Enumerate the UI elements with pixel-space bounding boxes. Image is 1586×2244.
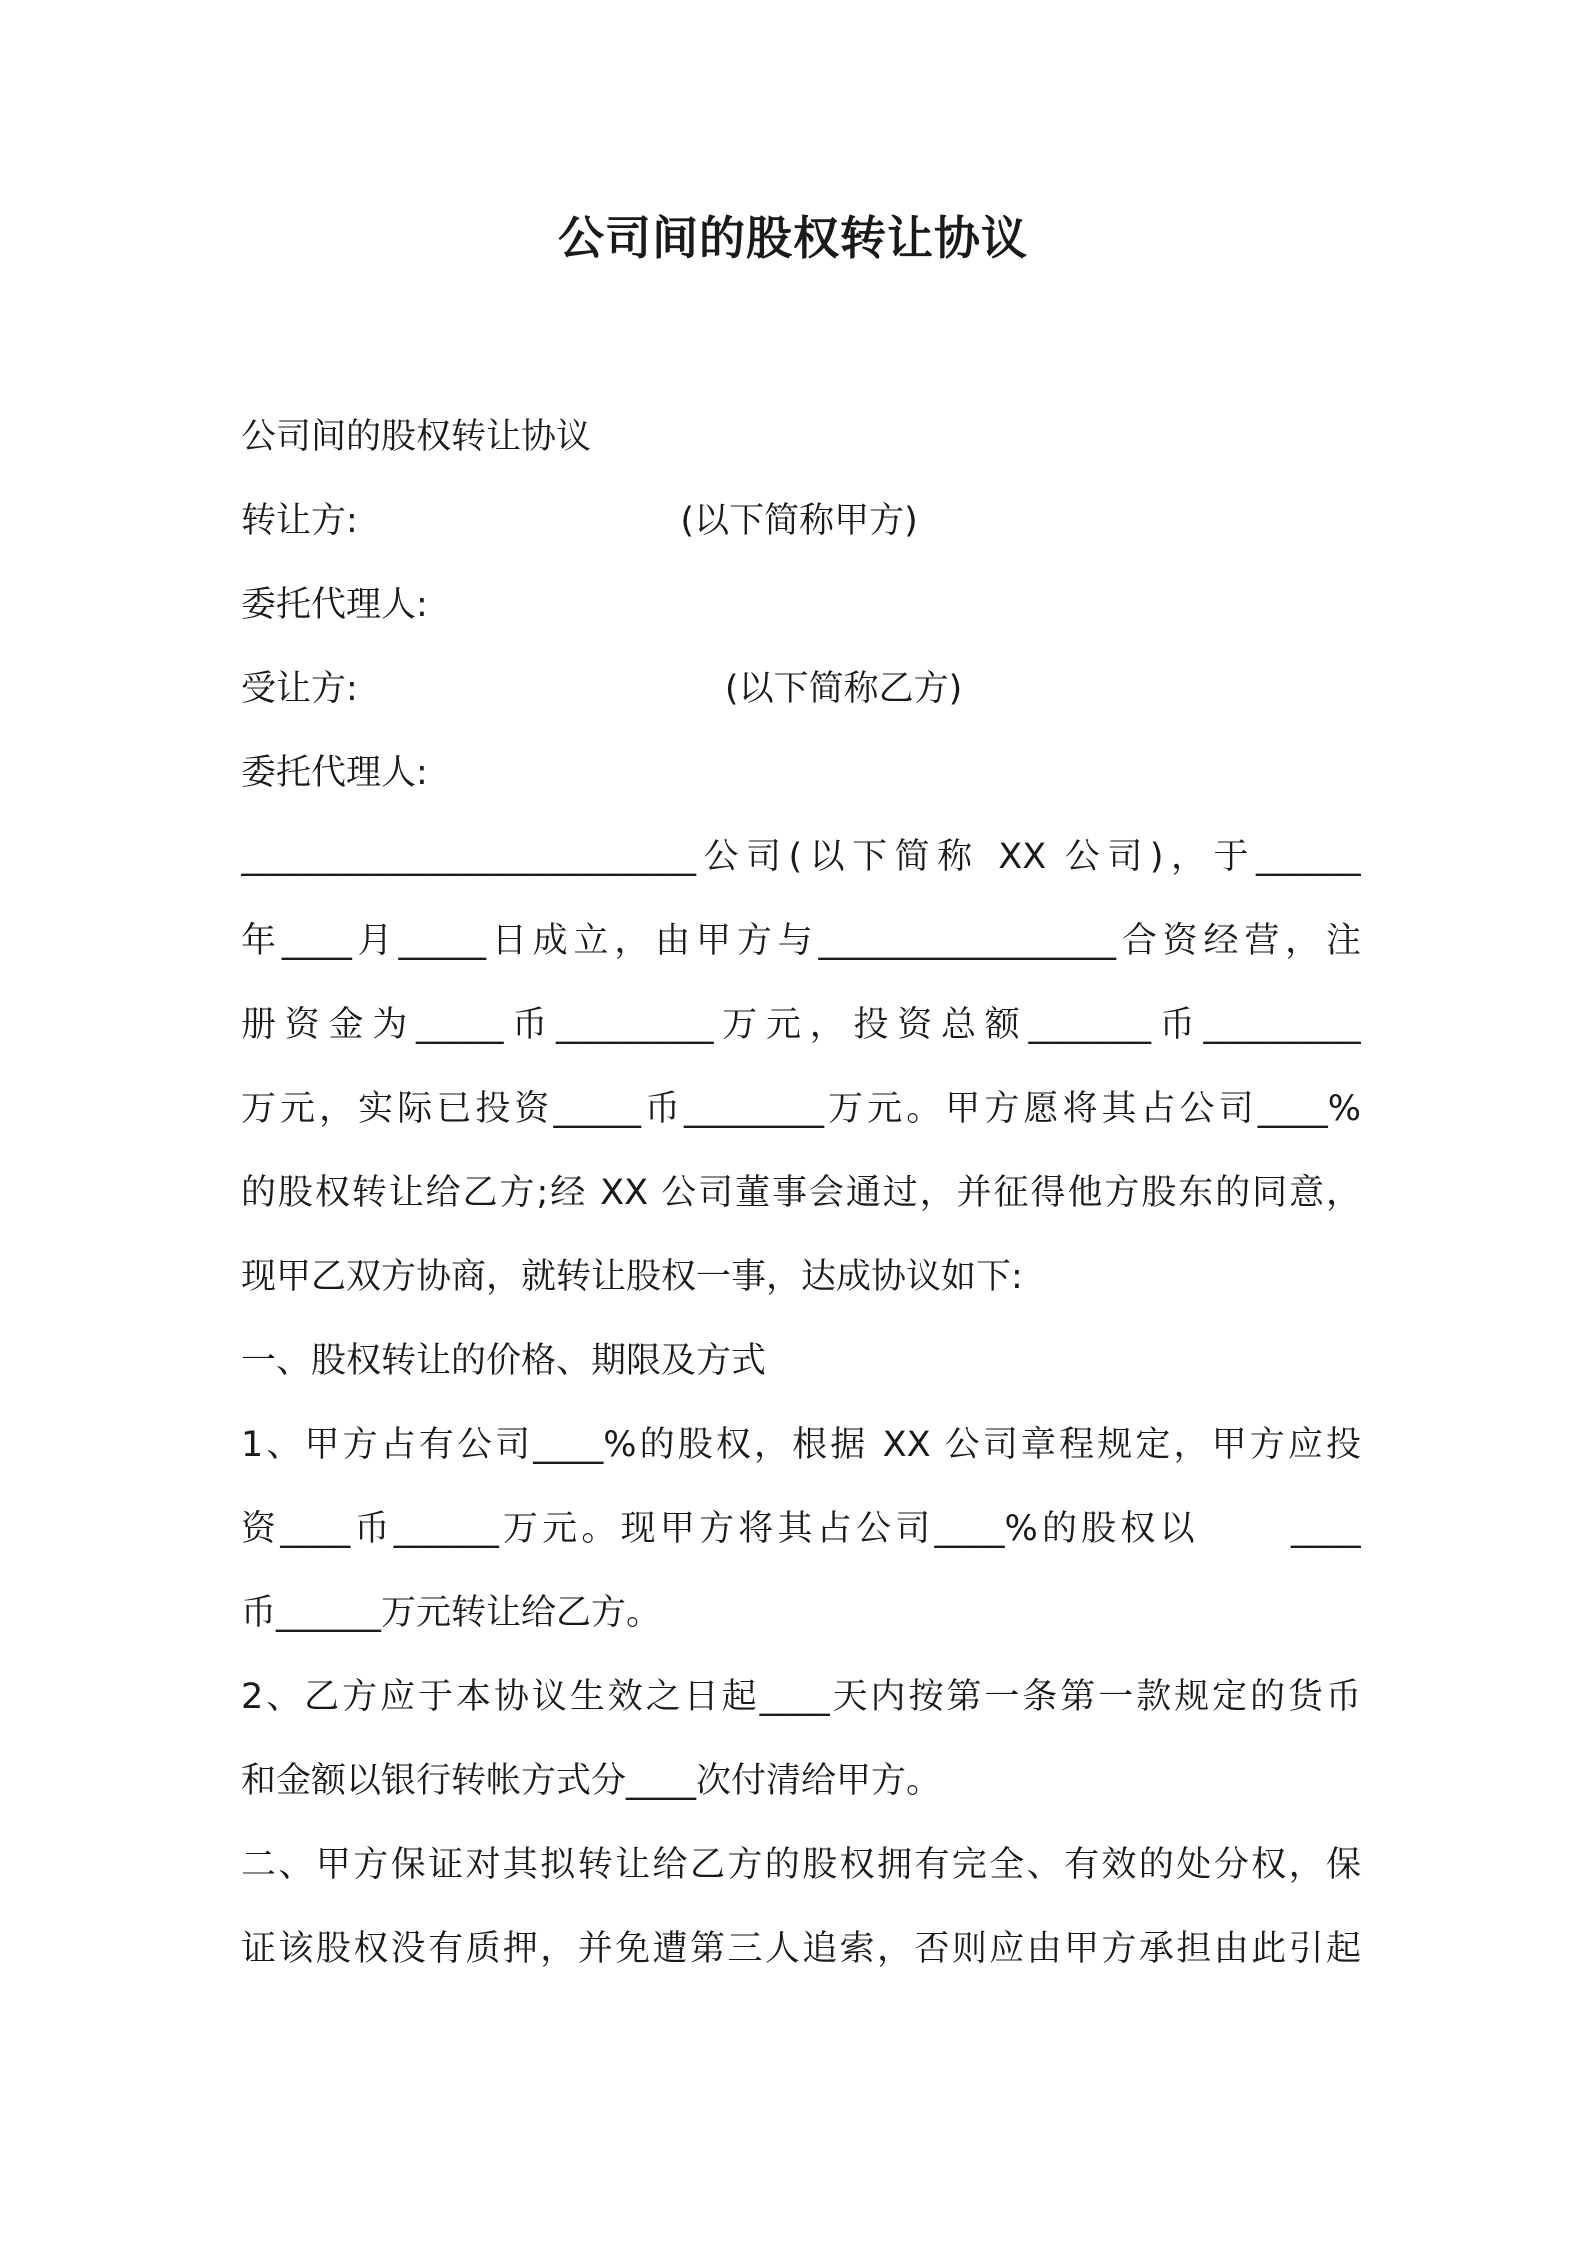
subtitle-line: 公司间的股权转让协议 — [241, 417, 592, 457]
document-body — [241, 407, 1361, 2003]
clause-line: 币______万元转让给乙方。 — [241, 1593, 662, 1633]
clause-line: 2、乙方应于本协议生效之日起____天内按第一条第一款规定的货币 — [241, 1677, 1361, 1717]
paragraph-line: 年____月_____日成立，由甲方与_________________合资经营，注 — [241, 921, 1361, 961]
transferee-agent-line: 委托代理人: — [241, 753, 428, 793]
document-title: 公司间的股权转让协议 — [558, 211, 1028, 265]
clause-line: 和金额以银行转帐方式分____次付清给甲方。 — [241, 1761, 942, 1801]
paragraph-line: 的股权转让给乙方;经 XX 公司董事会通过，并征得他方股东的同意， — [241, 1173, 1361, 1213]
paragraph-line: 万元，实际已投资_____币________万元。甲方愿将其占公司____% — [241, 1089, 1361, 1129]
paragraph-line: 册资金为_____币_________万元，投资总额_______币_________ — [241, 1005, 1361, 1045]
transferor-line: 转让方: (以下简称甲方) — [241, 501, 918, 541]
paragraph-line: __________________________公司(以下简称 XX 公司)，于______ — [241, 837, 1361, 877]
transferor-agent-line: 委托代理人: — [241, 585, 428, 625]
clause-line: 证该股权没有质押，并免遭第三人追索，否则应由甲方承担由此引起 — [241, 1929, 1361, 1969]
clause-line: 资____币______万元。现甲方将其占公司____%的股权以 ____ — [241, 1509, 1361, 1549]
paragraph-line: 现甲乙双方协商，就转让股权一事，达成协议如下: — [241, 1257, 1023, 1297]
transferee-line: 受让方: (以下简称乙方) — [241, 669, 963, 709]
section-heading-1: 一、股权转让的价格、期限及方式 — [241, 1341, 767, 1381]
clause-line: 1、甲方占有公司____%的股权，根据 XX 公司章程规定，甲方应投 — [241, 1425, 1361, 1465]
section-heading-2: 二、甲方保证对其拟转让给乙方的股权拥有完全、有效的处分权，保 — [241, 1845, 1361, 1885]
